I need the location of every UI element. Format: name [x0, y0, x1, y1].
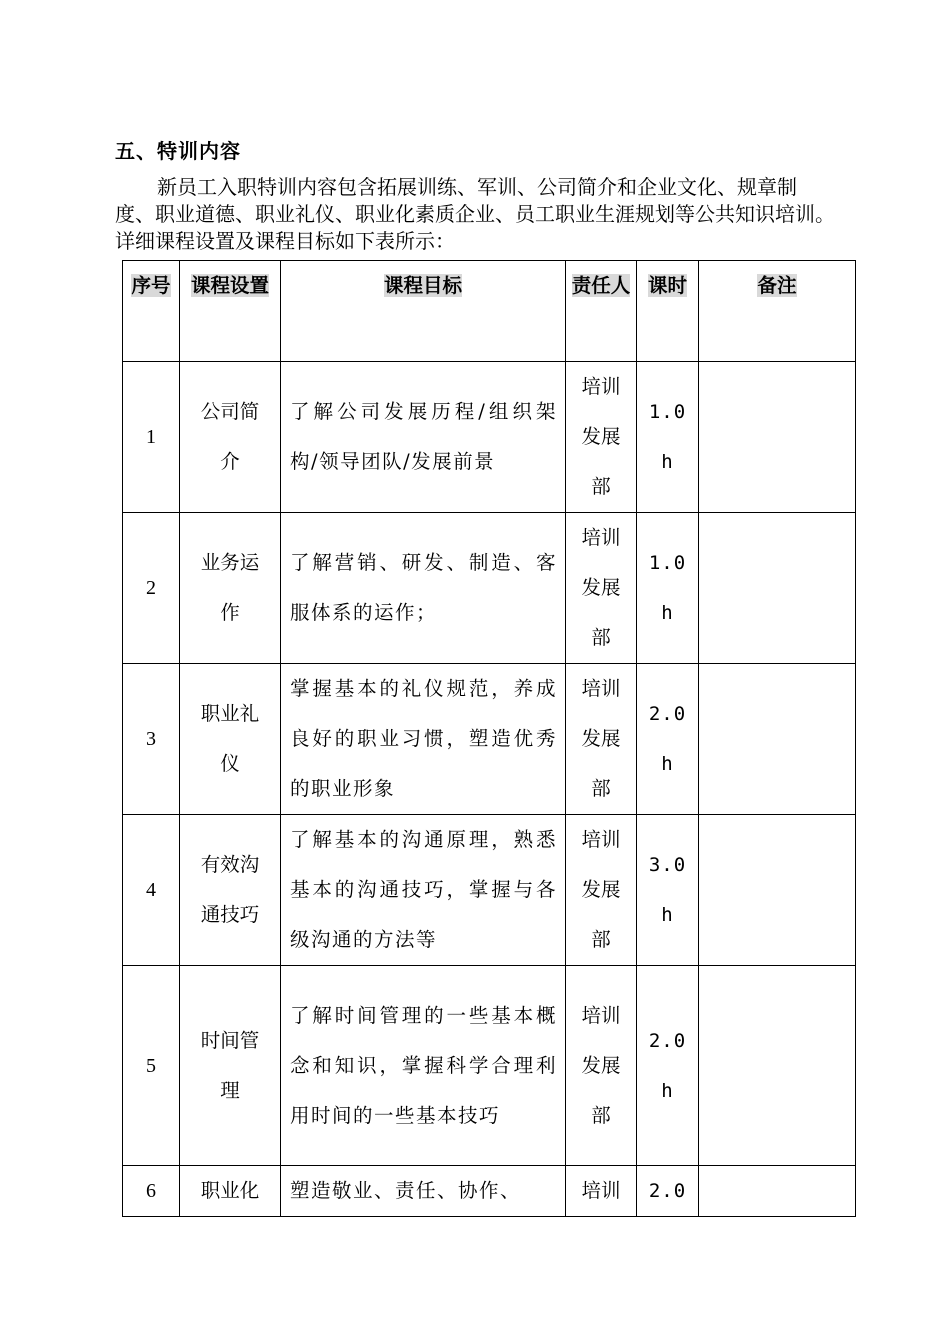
row-hours: 1.0h — [637, 362, 699, 513]
header-goal-label: 课程目标 — [383, 274, 462, 297]
header-course — [180, 261, 281, 362]
row-seq: 4 — [123, 815, 180, 966]
row-note — [699, 362, 856, 513]
row-owner: 培训发展部 — [566, 664, 637, 815]
table-row — [123, 664, 856, 815]
row-owner: 培训 — [566, 1166, 637, 1217]
course-table — [122, 260, 856, 1217]
header-course-label: 课程设置 — [190, 274, 269, 297]
row-course: 有效沟通技巧 — [180, 815, 281, 966]
row-owner: 培训发展部 — [566, 362, 637, 513]
header-seq — [123, 261, 180, 362]
row-seq: 5 — [123, 966, 180, 1166]
section-heading: 五、特训内容 — [115, 139, 241, 163]
header-hours — [637, 261, 699, 362]
row-hours: 1.0h — [637, 513, 699, 664]
header-owner — [566, 261, 637, 362]
row-hours: 3.0h — [637, 815, 699, 966]
row-goal: 了解时间管理的一些基本概念和知识，掌握科学合理利用时间的一些基本技巧 — [281, 966, 566, 1166]
intro-paragraph: 新员工入职特训内容包含拓展训练、军训、公司简介和企业文化、规章制度、职业道德、职业礼仪、职业化素质企业、员工职业生涯规划等公共知识培训。详细课程设置及课程目标如下表所示： — [115, 175, 835, 253]
table-row — [123, 815, 856, 966]
header-hours-label: 课时 — [647, 274, 687, 297]
header-seq-label: 序号 — [131, 274, 171, 297]
table-row — [123, 513, 856, 664]
row-course: 公司简介 — [180, 362, 281, 513]
header-note — [699, 261, 856, 362]
row-goal: 了解基本的沟通原理，熟悉基本的沟通技巧，掌握与各级沟通的方法等 — [281, 815, 566, 966]
row-note — [699, 664, 856, 815]
row-goal: 塑造敬业、责任、协作、 — [281, 1166, 566, 1217]
header-goal — [281, 261, 566, 362]
row-owner: 培训发展部 — [566, 815, 637, 966]
row-goal: 掌握基本的礼仪规范，养成良好的职业习惯，塑造优秀的职业形象 — [281, 664, 566, 815]
row-seq: 3 — [123, 664, 180, 815]
row-seq: 2 — [123, 513, 180, 664]
row-hours: 2.0h — [637, 664, 699, 815]
row-note — [699, 815, 856, 966]
table-header-row — [123, 261, 856, 362]
row-owner: 培训发展部 — [566, 513, 637, 664]
row-seq: 1 — [123, 362, 180, 513]
row-course: 时间管理 — [180, 966, 281, 1166]
row-owner: 培训发展部 — [566, 966, 637, 1166]
row-course: 职业化 — [180, 1166, 281, 1217]
row-course: 业务运作 — [180, 513, 281, 664]
row-hours: 2.0h — [637, 966, 699, 1166]
row-hours: 2.0 — [637, 1166, 699, 1217]
row-goal: 了解营销、研发、制造、客服体系的运作； — [281, 513, 566, 664]
row-goal: 了解公司发展历程/组织架构/领导团队/发展前景 — [281, 362, 566, 513]
row-course: 职业礼仪 — [180, 664, 281, 815]
table-row — [123, 362, 856, 513]
row-note — [699, 966, 856, 1166]
row-note — [699, 513, 856, 664]
row-seq: 6 — [123, 1166, 180, 1217]
table-row — [123, 1166, 856, 1217]
row-note — [699, 1166, 856, 1217]
header-owner-label: 责任人 — [571, 274, 631, 297]
table-row — [123, 966, 856, 1166]
header-note-label: 备注 — [757, 274, 797, 297]
